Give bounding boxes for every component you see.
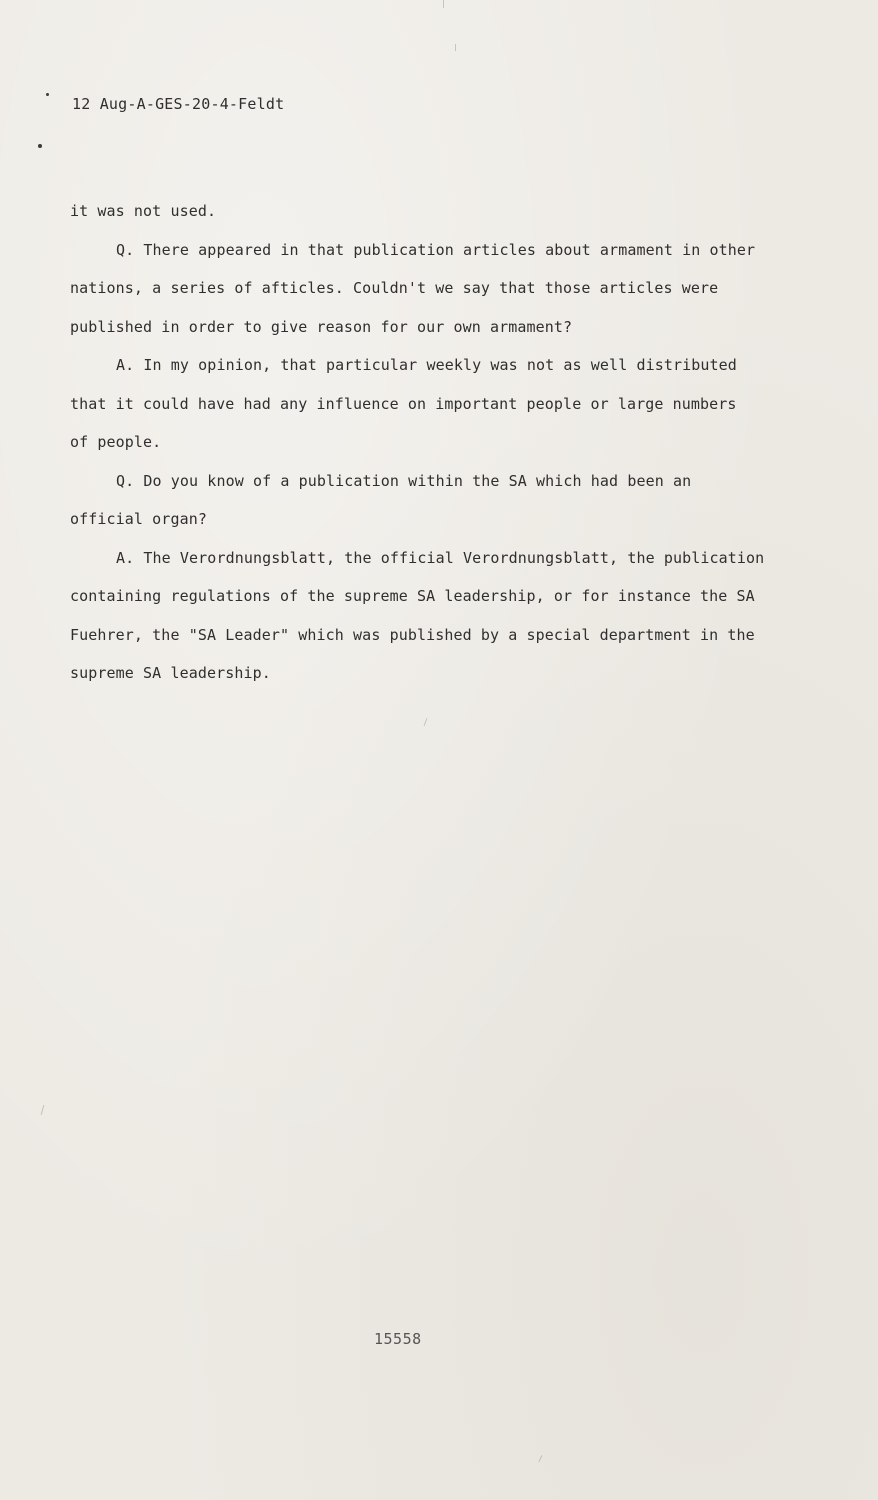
paper-speck — [443, 0, 444, 8]
page-number: 15558 — [374, 1330, 422, 1348]
text-line: supreme SA leadership. — [70, 664, 271, 682]
paper-speck — [424, 718, 428, 726]
text-line: Fuehrer, the "SA Leader" which was published by a special department in the — [70, 625, 755, 644]
paper-speck — [455, 44, 456, 51]
testimony-text — [70, 192, 830, 693]
question-line: Q. Do you know of a publication within the SA which had been an — [116, 471, 692, 490]
answer-line: A. In my opinion, that particular weekly was not as well distributed — [116, 356, 737, 374]
answer-line: A. The Verordnungsblatt, the official Verordnungsblatt, the publication — [116, 548, 765, 567]
document-header: 12 Aug-A-GES-20-4-Feldt — [72, 95, 285, 113]
paper-speck — [539, 1455, 543, 1462]
text-line: of people. — [70, 433, 162, 451]
paper-speck — [41, 1105, 45, 1115]
text-line: that it could have had any influence on important people or large numbers — [70, 394, 737, 413]
margin-mark — [46, 93, 49, 96]
text-line: it was not used. — [70, 202, 217, 220]
question-line: Q. There appeared in that publication articles about armament in other — [116, 240, 756, 259]
text-line: nations, a series of afticles. Couldn't we say that those articles were — [70, 279, 719, 297]
text-line: official organ? — [70, 510, 207, 528]
text-line: published in order to give reason for our own armament? — [70, 317, 573, 336]
margin-mark — [38, 144, 42, 148]
text-line: containing regulations of the supreme SA leadership, or for instance the SA — [70, 587, 755, 605]
